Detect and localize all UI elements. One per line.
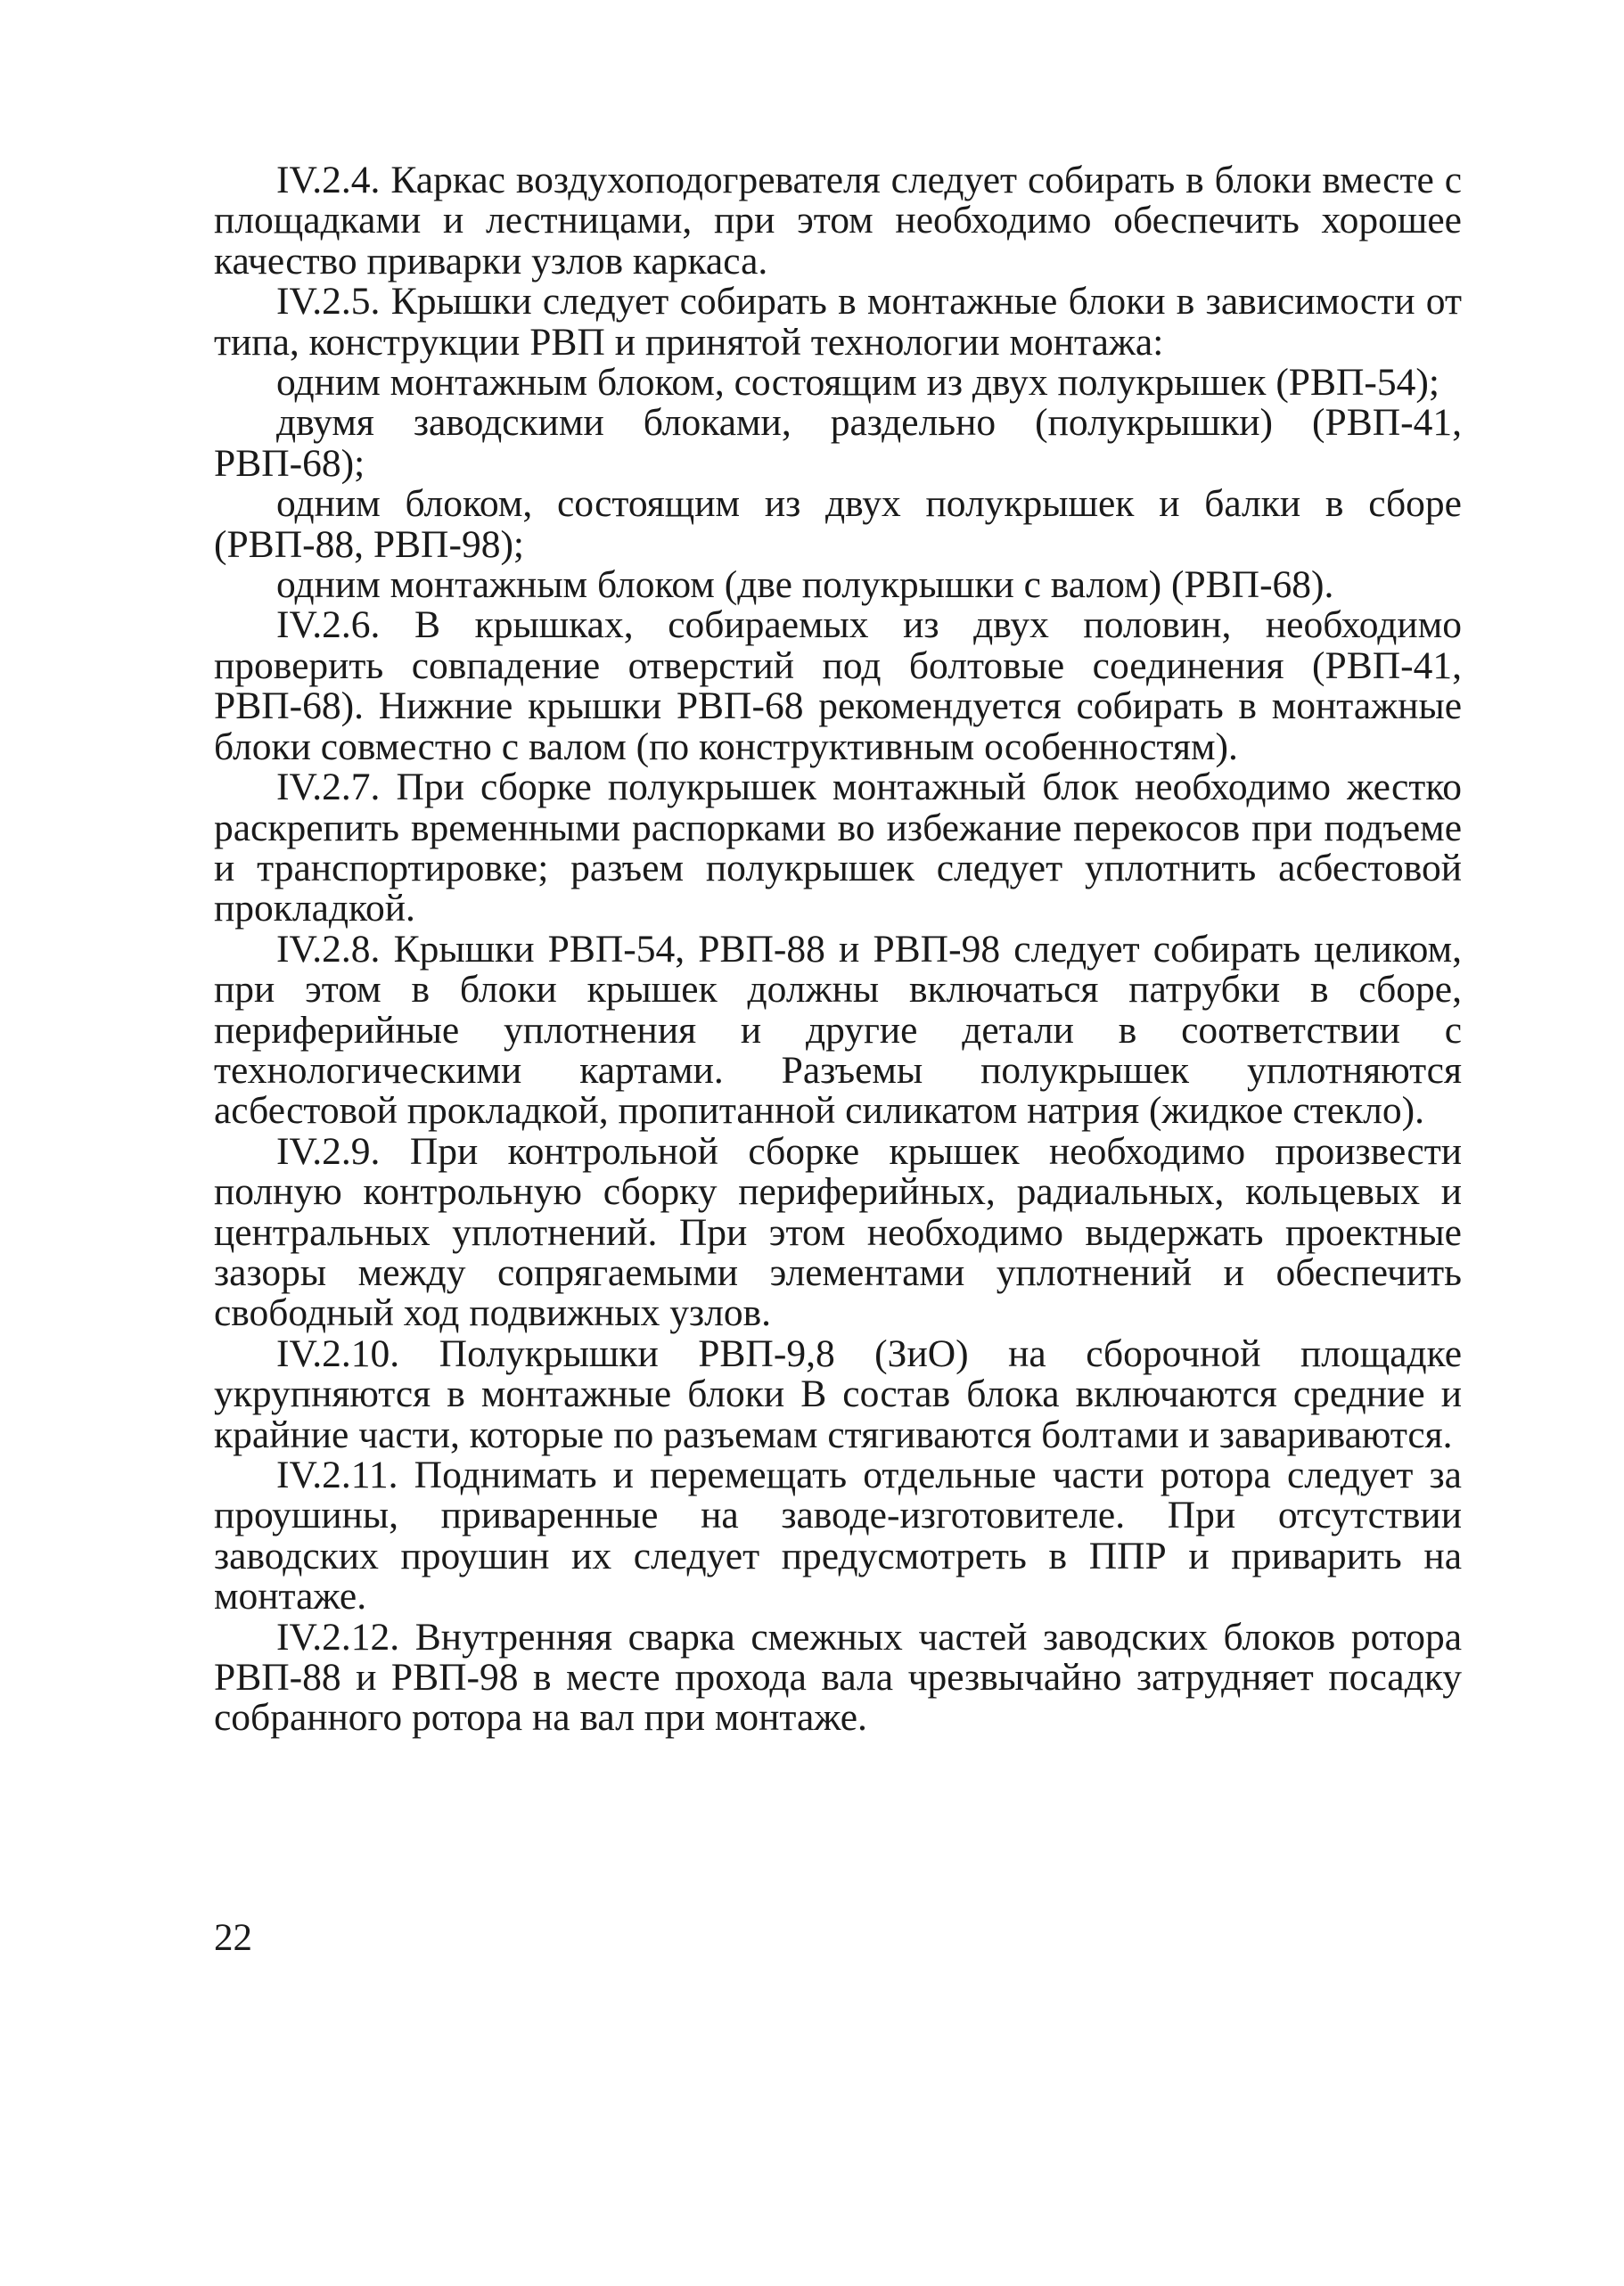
paragraph-iv-2-7: IV.2.7. При сборке полукрышек монтажный блок необходимо жестко раскрепить временными распорками во избежание перекосов при подъеме и транспортировке; разъем полукрышек следует уплотнить асбестовой прокладкой. (214, 766, 1462, 930)
paragraph-iv-2-8: IV.2.8. Крышки РВП-54, РВП-88 и РВП-98 следует собирать целиком, при этом в блоки крышек должны включаться патрубки в сборе, периферийные уплотнения и другие детали в соответствии с технологическими картами. Разъемы полукрышек уплотняются асбестовой прокладкой, пропитанной силикатом натрия (жидкое стекло). (214, 927, 1462, 1133)
paragraph-iv-2-5: IV.2.5. Крышки следует собирать в монтажные блоки в зависимости от типа, конструкции РВП и принятой технологии монтажа: (214, 280, 1462, 364)
list-item-rvp-88-98: одним блоком, состоящим из двух полукрышек и балки в сборе (РВП-88, РВП-98); (214, 482, 1462, 566)
paragraph-iv-2-6: IV.2.6. В крышках, собираемых из двух половин, необходимо проверить совпадение отверстий под болтовые соединения (РВП-41, РВП-68). Нижние крышки РВП-68 рекомендуется собирать в монтажные блоки совместно с валом (по конструктивным особенностям). (214, 603, 1462, 768)
paragraph-iv-2-4: IV.2.4. Каркас воздухоподогревателя следует собирать в блоки вместе с площадками и лестницами, при этом необходимо обеспечить хорошее качество приварки узлов каркаса. (214, 159, 1462, 283)
paragraph-iv-2-12: IV.2.12. Внутренняя сварка смежных частей заводских блоков ротора РВП-88 и РВП-98 в месте прохода вала чрезвычайно затрудняет посадку собранного ротора на вал при монтаже. (214, 1615, 1462, 1740)
body-text (214, 160, 1462, 1739)
list-item-rvp-54: одним монтажным блоком, состоящим из двух полукрышек (РВП-54); (276, 361, 1439, 405)
list-item-rvp-68: одним монтажным блоком (две полукрышки с валом) (РВП-68). (276, 563, 1334, 607)
page-number: 22 (214, 1917, 252, 1959)
paragraph-iv-2-10: IV.2.10. Полукрышки РВП-9,8 (ЗиО) на сборочной площадке укрупняются в монтажные блоки В состав блока включаются средние и крайние части, которые по разъемам стягиваются болтами и завариваются. (214, 1331, 1462, 1456)
list-item-rvp-41-68: двумя заводскими блоками, раздельно (полукрышки) (РВП-41, РВП-68); (214, 401, 1462, 485)
paragraph-iv-2-11: IV.2.11. Поднимать и перемещать отдельные части ротора следует за проушины, приваренные на заводе-изготовителе. При отсутствии заводских проушин их следует предусмотреть в ППР и приварить на монтаже. (214, 1454, 1462, 1618)
paragraph-iv-2-9: IV.2.9. При контрольной сборке крышек необходимо произвести полную контрольную сборку периферийных, радиальных, кольцевых и центральных уплотнений. При этом необходимо выдержать проектные зазоры между сопрягаемыми элементами уплотнений и обеспечить свободный ход подвижных узлов. (214, 1129, 1462, 1335)
